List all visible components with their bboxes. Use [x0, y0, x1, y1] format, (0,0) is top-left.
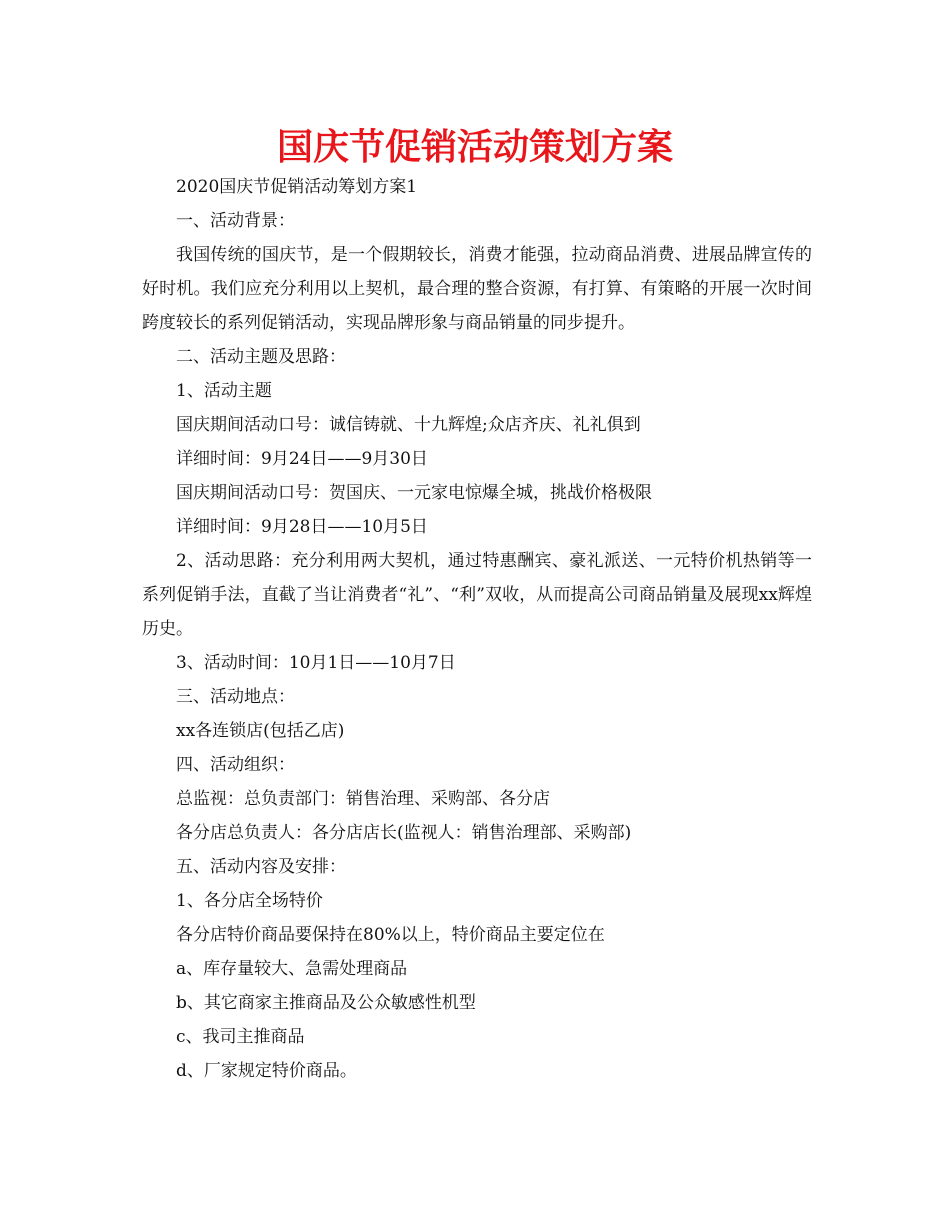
paragraph: 总监视：总负责部门：销售治理、采购部、各分店: [176, 789, 550, 809]
subheading: 1、各分店全场特价: [176, 891, 323, 911]
document-title: 国庆节促销活动策划方案: [276, 127, 673, 168]
paragraph: 2020国庆节促销活动筹划方案1: [176, 177, 418, 197]
paragraph: xx各连锁店(包括乙店): [176, 721, 345, 741]
paragraph: 各分店特价商品要保持在80%以上，特价商品主要定位在: [176, 925, 605, 945]
list-item: a、库存量较大、急需处理商品: [176, 959, 408, 979]
list-item: d、厂家规定特价商品。: [176, 1061, 357, 1081]
list-item: b、其它商家主推商品及公众敏感性机型: [176, 993, 476, 1013]
document-body: [142, 170, 812, 1088]
section-heading: 一、活动背景：: [176, 211, 295, 231]
paragraph: 3、活动时间：10月1日——10月7日: [176, 653, 456, 673]
section-heading: 四、活动组织：: [176, 755, 295, 775]
paragraph: 各分店总负责人：各分店店长(监视人：销售治理部、采购部): [176, 823, 632, 843]
paragraph: 2、活动思路：充分利用两大契机，通过特惠酬宾、豪礼派送、一元特价机热销等一系列促销手法，直截了当让消费者“礼”、“利”双收，从而提高公司商品销量及展现xx辉煌历史。: [142, 551, 812, 639]
subheading: 1、活动主题: [176, 381, 272, 401]
paragraph: 详细时间：9月28日——10月5日: [176, 517, 428, 537]
section-heading: 三、活动地点：: [176, 687, 295, 707]
paragraph: 国庆期间活动口号：贺国庆、一元家电惊爆全城，挑战价格极限: [176, 483, 652, 503]
list-item: c、我司主推商品: [176, 1027, 305, 1047]
paragraph: 国庆期间活动口号：诚信铸就、十九辉煌;众店齐庆、礼礼俱到: [176, 415, 641, 435]
paragraph: 我国传统的国庆节，是一个假期较长，消费才能强，拉动商品消费、进展品牌宣传的好时机。我们应充分利用以上契机，最合理的整合资源，有打算、有策略的开展一次时间跨度较长的系列促销活动，实现品牌形象与商品销量的同步提升。: [142, 245, 812, 333]
section-heading: 二、活动主题及思路：: [176, 347, 346, 367]
section-heading: 五、活动内容及安排：: [176, 857, 346, 877]
paragraph: 详细时间：9月24日——9月30日: [176, 449, 428, 469]
